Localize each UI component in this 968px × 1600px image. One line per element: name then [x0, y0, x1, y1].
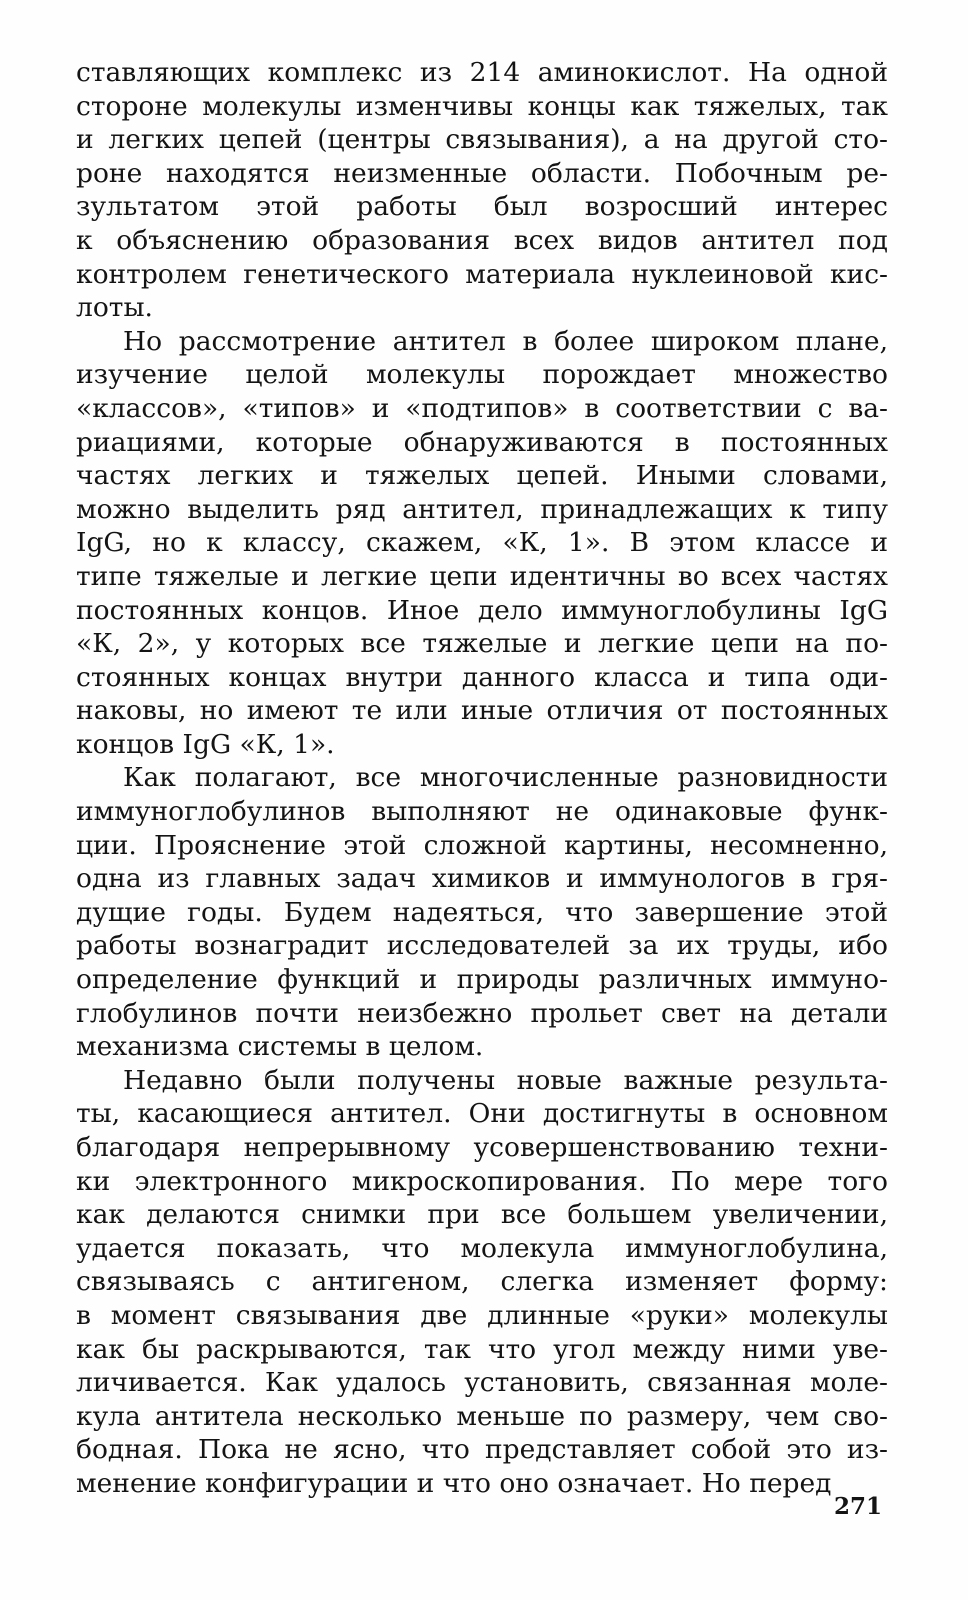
text-line: контролем генетического материала нуклеиновой кис-	[76, 258, 888, 290]
text-line: ции. Прояснение этой сложной картины, несомненно,	[76, 829, 888, 861]
text-line: связываясь с антигеном, слегка изменяет форму:	[76, 1266, 888, 1298]
text-line: стороне молекулы изменчивы концы как тяжелых, так	[76, 90, 888, 122]
paragraph	[76, 1064, 888, 1501]
text-line: типе тяжелые и легкие цепи идентичны во всех частях	[76, 560, 888, 592]
text-line: «классов», «типов» и «подтипов» в соответствии с ва-	[76, 392, 888, 424]
text-line: менение конфигурации и что оно означает. Но перед	[76, 1467, 832, 1499]
text-line: ставляющих комплекс из 214 аминокислот. На одной	[76, 57, 888, 88]
text-line: к объяснению образования всех видов антител под	[76, 224, 888, 256]
text-line: зультатом этой работы был возросший интерес	[76, 191, 888, 223]
text-line: наковы, но имеют те или иные отличия от постоянных	[76, 695, 888, 727]
text-line: Недавно были получены новые важные результа-	[123, 1064, 888, 1096]
text-line: ки электронного микроскопирования. По мере того	[76, 1165, 888, 1197]
text-line: «К, 2», у которых все тяжелые и легкие цепи на по-	[76, 628, 888, 660]
text-line: как делаются снимки при все большем увеличении,	[76, 1199, 888, 1231]
text-line: в момент связывания две длинные «руки» молекулы	[76, 1299, 888, 1331]
text-line: бодная. Пока не ясно, что представляет собой это из-	[76, 1434, 888, 1466]
text-line: Но рассмотрение антител в более широком плане,	[123, 325, 888, 357]
text-line: личивается. Как удалось установить, связанная моле-	[76, 1367, 888, 1399]
text-line: удается показать, что молекула иммуноглобулина,	[76, 1232, 888, 1264]
text-line: как бы раскрываются, так что угол между ними уве-	[76, 1333, 888, 1365]
paragraph	[76, 761, 888, 1063]
text-line: роне находятся неизменные области. Побочным ре-	[76, 157, 888, 189]
text-line: одна из главных задач химиков и иммунологов в гря-	[76, 863, 888, 895]
text-line: определение функций и природы различных иммуно-	[76, 964, 888, 996]
text-line: дущие годы. Будем надеяться, что завершение этой	[76, 896, 888, 928]
text-line: концов IgG «К, 1».	[76, 728, 335, 760]
paragraph	[76, 56, 888, 325]
text-line: можно выделить ряд антител, принадлежащих к типу	[76, 493, 888, 525]
text-line: и легких цепей (центры связывания), а на другой сто-	[76, 124, 888, 156]
text-line: иммуноглобулинов выполняют не одинаковые функ-	[76, 796, 888, 828]
text-line: работы вознаградит исследователей за их труды, ибо	[76, 930, 888, 962]
text-line: кула антитела несколько меньше по размеру, чем сво-	[76, 1400, 888, 1432]
paragraph	[76, 325, 888, 762]
page-number: 271	[833, 1493, 882, 1520]
text-line: постоянных концов. Иное дело иммуноглобулины IgG	[76, 594, 888, 626]
text-line: глобулинов почти неизбежно прольет свет на детали	[76, 997, 888, 1029]
text-line: механизма системы в целом.	[76, 1031, 484, 1063]
text-line: IgG, но к классу, скажем, «К, 1». В этом классе и	[76, 527, 888, 559]
text-line: ты, касающиеся антител. Они достигнуты в основном	[76, 1098, 888, 1130]
text-line: Как полагают, все многочисленные разновидности	[123, 762, 888, 794]
body-text	[76, 56, 888, 1501]
text-line: изучение целой молекулы порождает множество	[76, 359, 888, 391]
text-line: лоты.	[76, 292, 153, 324]
text-line: риациями, которые обнаруживаются в постоянных	[76, 426, 888, 458]
text-line: благодаря непрерывному усовершенствованию техни-	[76, 1132, 888, 1163]
text-line: стоянных концах внутри данного класса и типа оди-	[76, 661, 888, 693]
text-line: частях легких и тяжелых цепей. Иными словами,	[76, 460, 888, 492]
